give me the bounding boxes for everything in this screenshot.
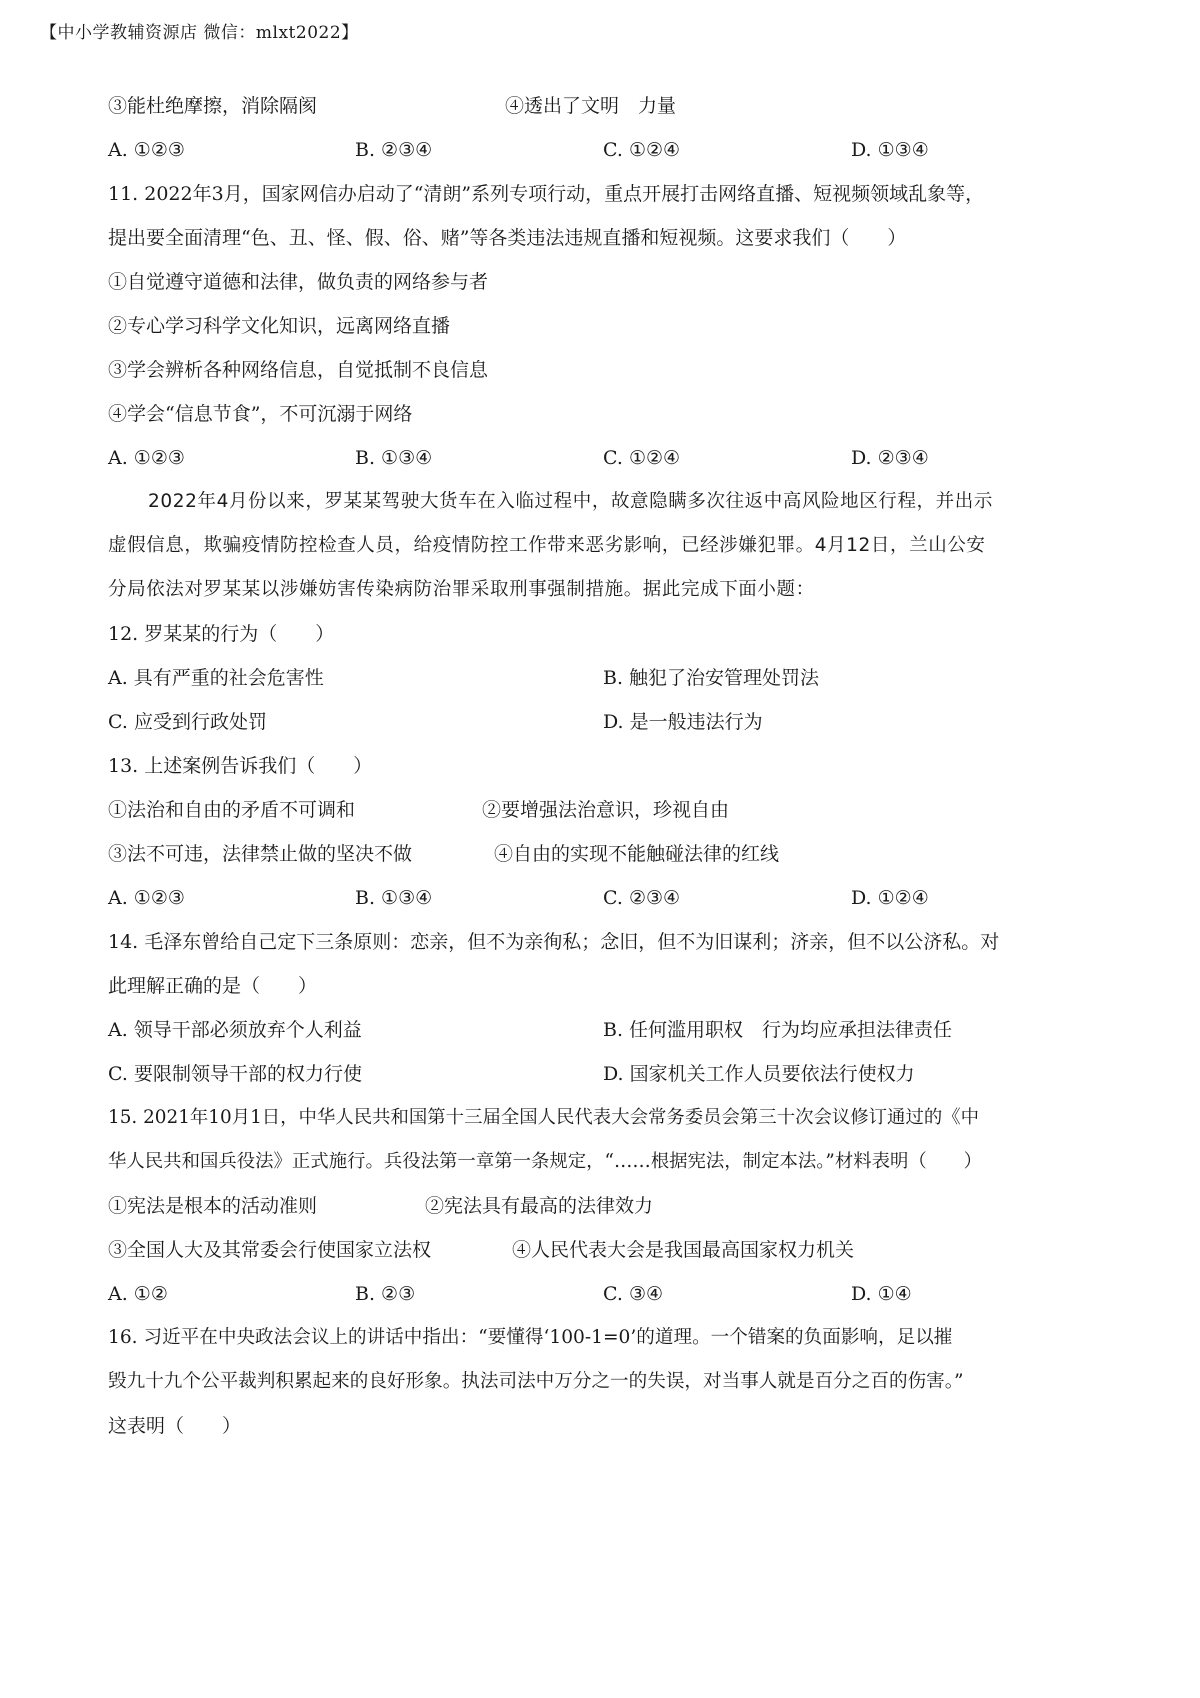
q15-stem-line-1: 15. 2021年10月1日，中华人民共和国第十三届全国人民代表大会常务委员会第三十次会议修订通过的《中 xyxy=(108,1107,980,1128)
q15-option-d: D. ①④ xyxy=(851,1283,912,1305)
material-line-3: 分局依法对罗某某以涉嫌妨害传染病防治罪采取刑事强制措施。据此完成下面小题： xyxy=(108,579,815,600)
q15-item-2: ②宪法具有最高的法律效力 xyxy=(425,1195,654,1217)
q11-item-3: ③学会辨析各种网络信息，自觉抵制不良信息 xyxy=(108,359,489,381)
q10-option-c: C. ①②④ xyxy=(603,139,681,161)
q13-item-2: ②要增强法治意识，珍视自由 xyxy=(482,799,730,821)
q14-stem-line-1: 14. 毛泽东曾给自己定下三条原则：恋亲，但不为亲徇私；念旧，但不为旧谋利；济亲，但不以公济私。对 xyxy=(108,931,1000,953)
material-line-2: 虚假信息，欺骗疫情防控检查人员，给疫情防控工作带来恶劣影响，已经涉嫌犯罪。4月12日，兰山公安 xyxy=(108,535,986,556)
q12-option-d: D. 是一般违法行为 xyxy=(603,711,763,733)
q10-item-4: ④透出了文明 力量 xyxy=(505,95,677,117)
q13-stem: 13. 上述案例告诉我们（ ） xyxy=(108,755,373,777)
q10-item-3: ③能杜绝摩擦，消除隔阂 xyxy=(108,95,318,117)
q10-option-b: B. ②③④ xyxy=(355,139,433,161)
q11-item-1: ①自觉遵守道德和法律，做负责的网络参与者 xyxy=(108,271,489,293)
q11-option-c: C. ①②④ xyxy=(603,447,681,469)
q15-option-c: C. ③④ xyxy=(603,1283,664,1305)
q14-option-a: A. 领导干部必须放弃个人利益 xyxy=(108,1019,362,1041)
q11-item-2: ②专心学习科学文化知识，远离网络直播 xyxy=(108,315,451,337)
q14-option-d: D. 国家机关工作人员要依法行使权力 xyxy=(603,1063,915,1085)
q10-option-a: A. ①②③ xyxy=(108,139,185,161)
q11-option-b: B. ①③④ xyxy=(355,447,433,469)
q13-item-4: ④自由的实现不能触碰法律的红线 xyxy=(494,843,780,865)
q14-stem-line-2: 此理解正确的是（ ） xyxy=(108,975,318,997)
q13-option-c: C. ②③④ xyxy=(603,887,681,909)
q15-stem-line-2: 华人民共和国兵役法》正式施行。兵役法第一章第一条规定，“……根据宪法，制定本法。”材料表明（ ） xyxy=(108,1151,982,1172)
q15-item-4: ④人民代表大会是我国最高国家权力机关 xyxy=(512,1239,855,1261)
q10-option-d: D. ①③④ xyxy=(851,139,929,161)
q16-stem-line-1: 16. 习近平在中央政法会议上的讲话中指出：“要懂得‘100-1=0’的道理。一个错案的负面影响，足以摧 xyxy=(108,1327,953,1348)
q11-stem-line-1: 11. 2022年3月，国家网信办启动了“清朗”系列专项行动，重点开展打击网络直播、短视频领域乱象等， xyxy=(108,183,985,205)
q15-item-1: ①宪法是根本的活动准则 xyxy=(108,1195,318,1217)
q12-option-c: C. 应受到行政处罚 xyxy=(108,711,267,733)
q13-option-d: D. ①②④ xyxy=(851,887,929,909)
q14-option-c: C. 要限制领导干部的权力行使 xyxy=(108,1063,362,1085)
q11-option-a: A. ①②③ xyxy=(108,447,185,469)
q15-item-3: ③全国人大及其常委会行使国家立法权 xyxy=(108,1239,432,1261)
header-note: 【中小学教辅资源店 微信：mlxt2022】 xyxy=(40,23,359,43)
q14-option-b: B. 任何滥用职权 行为均应承担法律责任 xyxy=(603,1019,953,1041)
q13-item-1: ①法治和自由的矛盾不可调和 xyxy=(108,799,356,821)
q12-stem: 12. 罗某某的行为（ ） xyxy=(108,623,335,645)
q11-item-4: ④学会“信息节食”，不可沉溺于网络 xyxy=(108,403,413,425)
q16-stem-line-2: 毁九十九个公平裁判积累起来的良好形象。执法司法中万分之一的失误，对当事人就是百分之百的伤害。” xyxy=(108,1371,964,1392)
q12-option-b: B. 触犯了治安管理处罚法 xyxy=(603,667,820,689)
q15-option-a: A. ①② xyxy=(108,1283,168,1305)
q13-option-b: B. ①③④ xyxy=(355,887,433,909)
q12-option-a: A. 具有严重的社会危害性 xyxy=(108,667,324,689)
q15-option-b: B. ②③ xyxy=(355,1283,416,1305)
q11-option-d: D. ②③④ xyxy=(851,447,929,469)
q13-option-a: A. ①②③ xyxy=(108,887,185,909)
material-line-1: 2022年4月份以来，罗某某驾驶大货车在入临过程中，故意隐瞒多次往返中高风险地区行程，并出示 xyxy=(148,491,993,512)
q11-stem-line-2: 提出要全面清理“色、丑、怪、假、俗、赌”等各类违法违规直播和短视频。这要求我们（ ） xyxy=(108,227,907,249)
q16-stem-line-3: 这表明（ ） xyxy=(108,1415,242,1437)
q13-item-3: ③法不可违，法律禁止做的坚决不做 xyxy=(108,843,413,865)
